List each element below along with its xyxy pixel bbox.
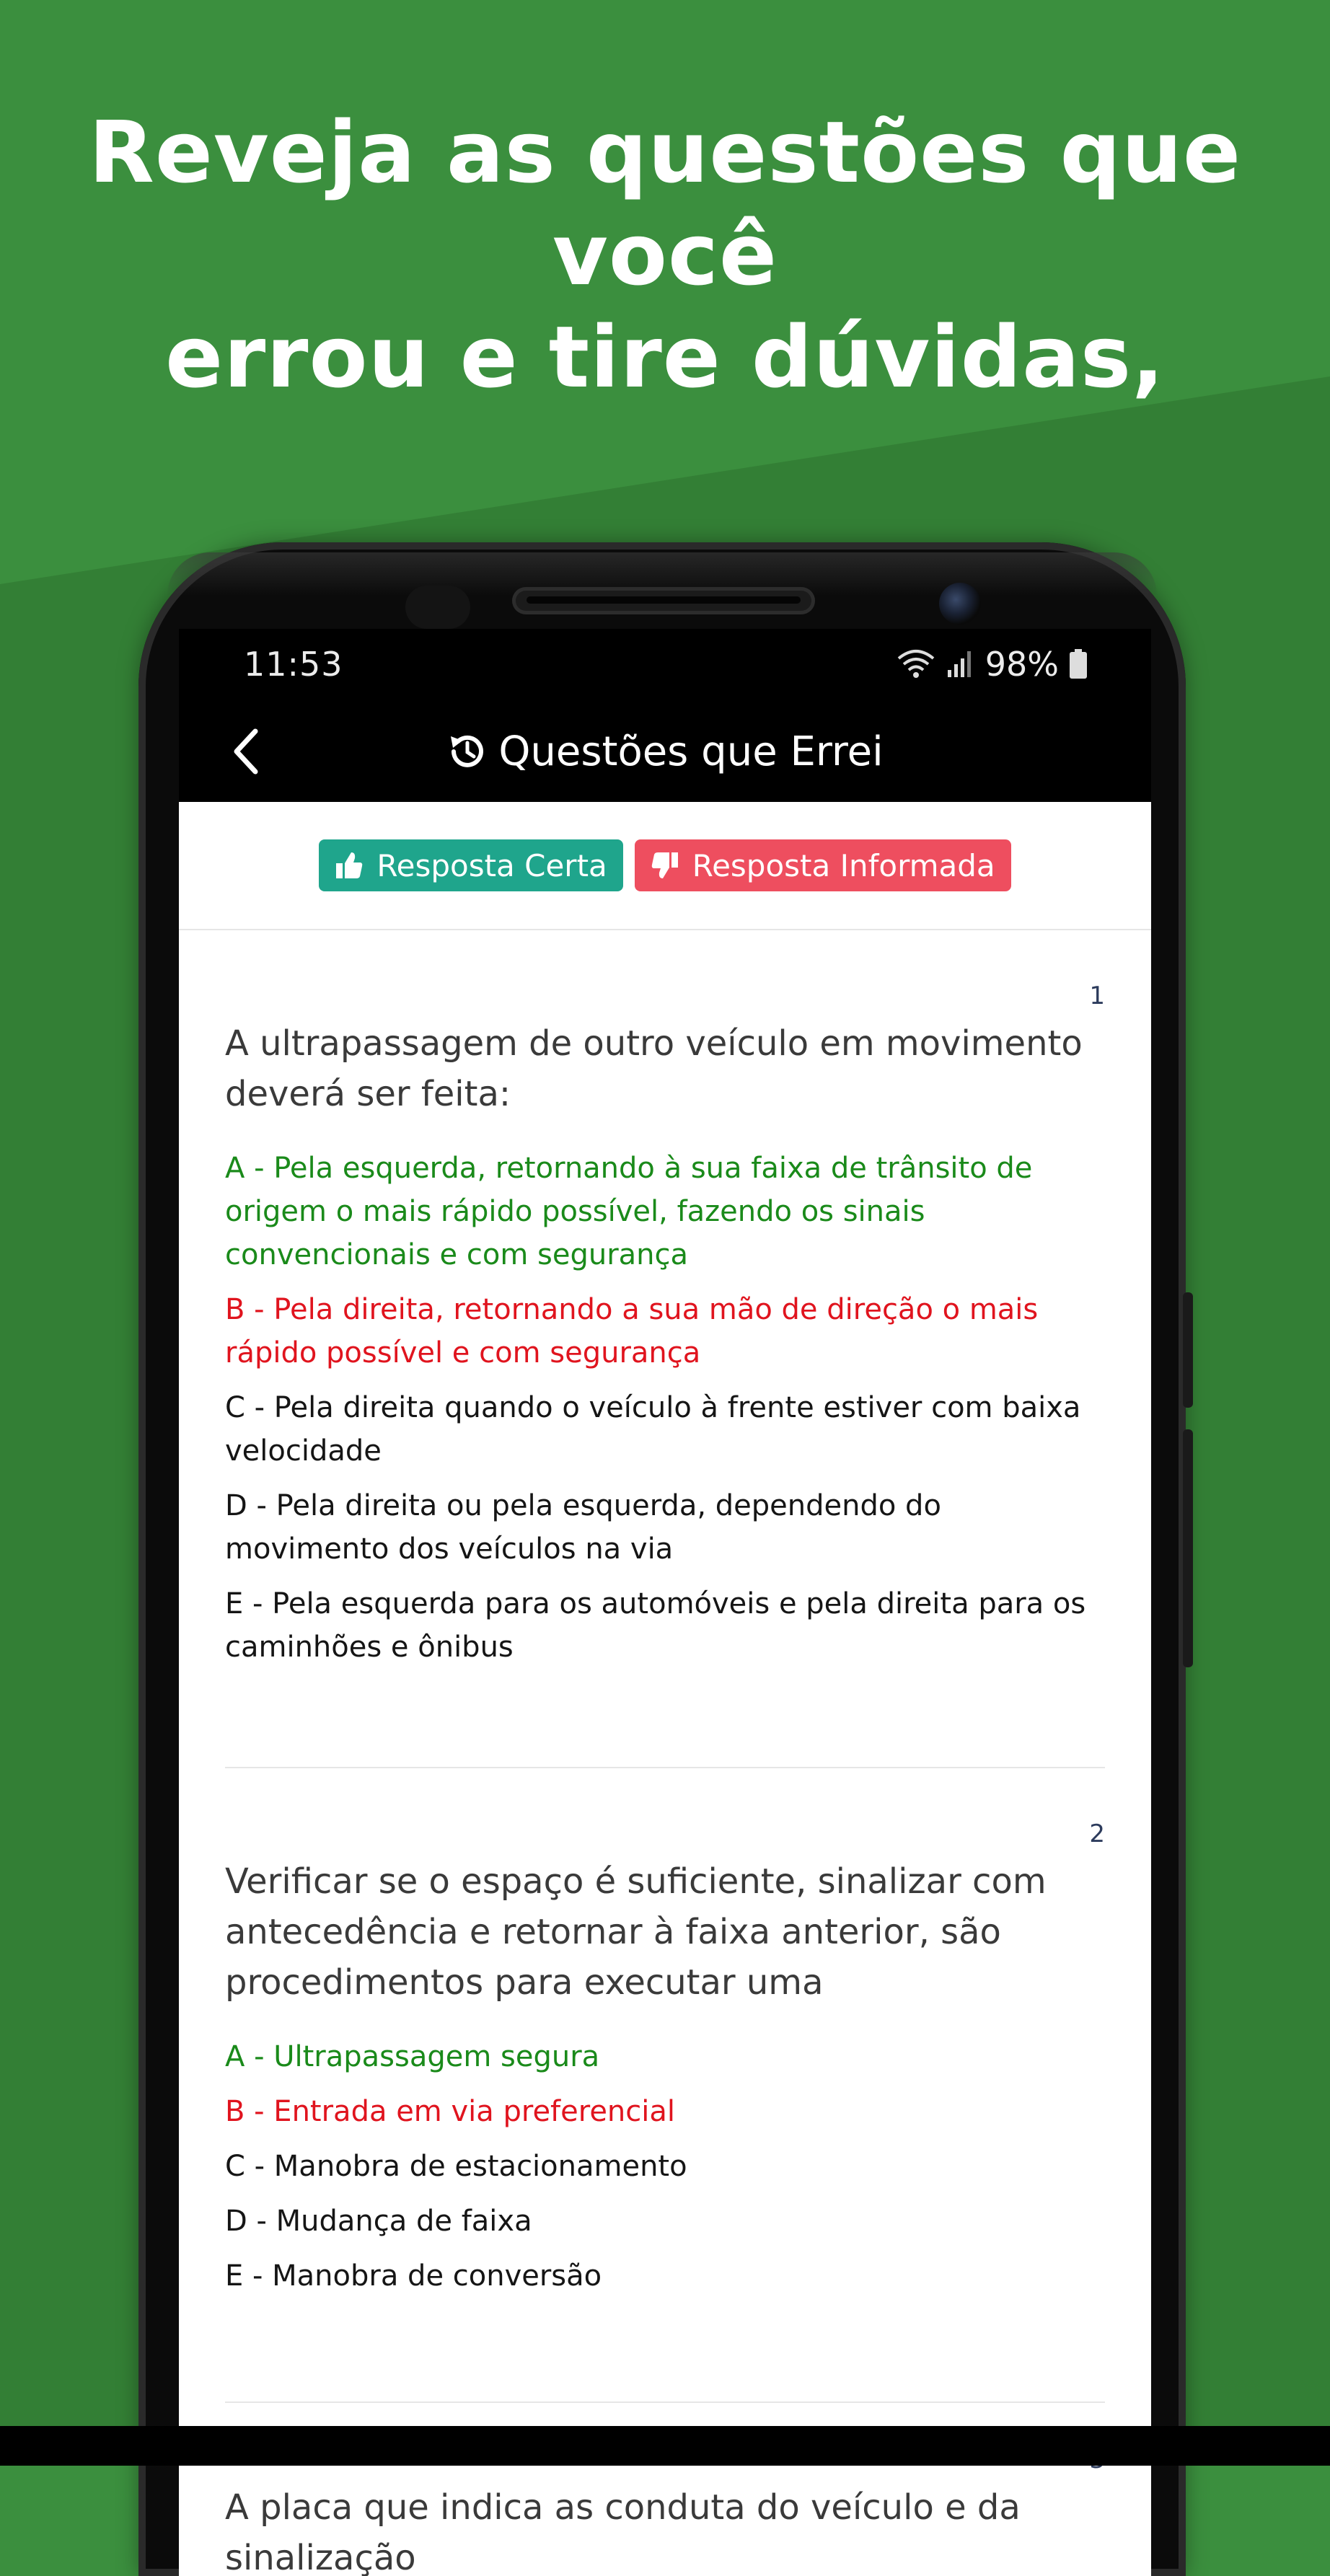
earpiece-speaker bbox=[512, 587, 815, 614]
informed-answer-badge bbox=[635, 839, 1011, 891]
option-informed: B - Pela direita, retornando a sua mão de direção o mais rápido possível e com segurança bbox=[225, 1293, 1039, 1369]
option: E - Manobra de conversão bbox=[225, 2259, 602, 2293]
question-number: 1 bbox=[1089, 982, 1105, 1010]
volume-button bbox=[1183, 1292, 1193, 1408]
option-correct: A - Ultrapassagem segura bbox=[225, 2040, 600, 2073]
app-bar bbox=[179, 701, 1151, 802]
option-correct: A - Pela esquerda, retornando à sua faixa de trânsito de origem o mais rápido possível, fazendo os sinais convencionais e com segurança bbox=[225, 1152, 1033, 1271]
thumbs-up-icon bbox=[335, 851, 364, 880]
question-text: A ultrapassagem de outro veículo em movimento deverá ser feita: bbox=[225, 1023, 1083, 1114]
option: C - Manobra de estacionamento bbox=[225, 2150, 687, 2183]
question-text: A placa que indica as conduta do veículo e da sinalização bbox=[225, 2487, 1021, 2576]
option: D - Mudança de faixa bbox=[225, 2205, 532, 2238]
history-icon bbox=[446, 731, 488, 772]
front-camera bbox=[939, 583, 981, 625]
correct-answer-label: Resposta Certa bbox=[376, 847, 607, 883]
battery-percent: 98% bbox=[985, 645, 1059, 684]
option: D - Pela direita ou pela esquerda, dependendo do movimento dos veículos na via bbox=[225, 1489, 941, 1566]
page-title: Questões que Errei bbox=[498, 728, 884, 775]
question-text: Verificar se o espaço é suficiente, sinalizar com antecedência e retornar à faixa anterior, são procedimentos para executar uma bbox=[225, 1861, 1047, 2003]
question-card bbox=[225, 930, 1105, 1768]
thumbs-down-icon bbox=[651, 851, 679, 880]
promo-headline bbox=[0, 101, 1330, 408]
phone-frame bbox=[138, 542, 1186, 2576]
answer-legend bbox=[179, 802, 1151, 930]
proximity-sensor bbox=[405, 586, 470, 629]
question-list bbox=[179, 930, 1151, 2576]
headline-line-1: Reveja as questões que você bbox=[88, 102, 1241, 304]
headline-line-2: errou e tire dúvidas, bbox=[165, 307, 1165, 407]
option-informed: B - Entrada em via preferencial bbox=[225, 2095, 676, 2128]
option: E - Pela esquerda para os automóveis e pela direita para os caminhões e ônibus bbox=[225, 1587, 1086, 1664]
wifi-icon bbox=[896, 648, 936, 680]
question-card bbox=[225, 1768, 1105, 2403]
correct-answer-badge bbox=[319, 839, 622, 891]
power-button bbox=[1183, 1429, 1193, 1667]
signal-icon bbox=[946, 650, 975, 679]
informed-answer-label: Resposta Informada bbox=[692, 847, 995, 883]
battery-icon bbox=[1069, 649, 1088, 679]
back-button[interactable] bbox=[224, 723, 267, 780]
status-time: 11:53 bbox=[244, 645, 343, 684]
question-number: 2 bbox=[1089, 1819, 1105, 1848]
app-bar-title bbox=[179, 701, 1151, 802]
screenshot-bottom-edge bbox=[0, 2426, 1330, 2466]
phone-screen bbox=[179, 629, 1151, 2576]
chevron-left-icon bbox=[237, 731, 255, 772]
option: C - Pela direita quando o veículo à frente estiver com baixa velocidade bbox=[225, 1391, 1081, 1468]
